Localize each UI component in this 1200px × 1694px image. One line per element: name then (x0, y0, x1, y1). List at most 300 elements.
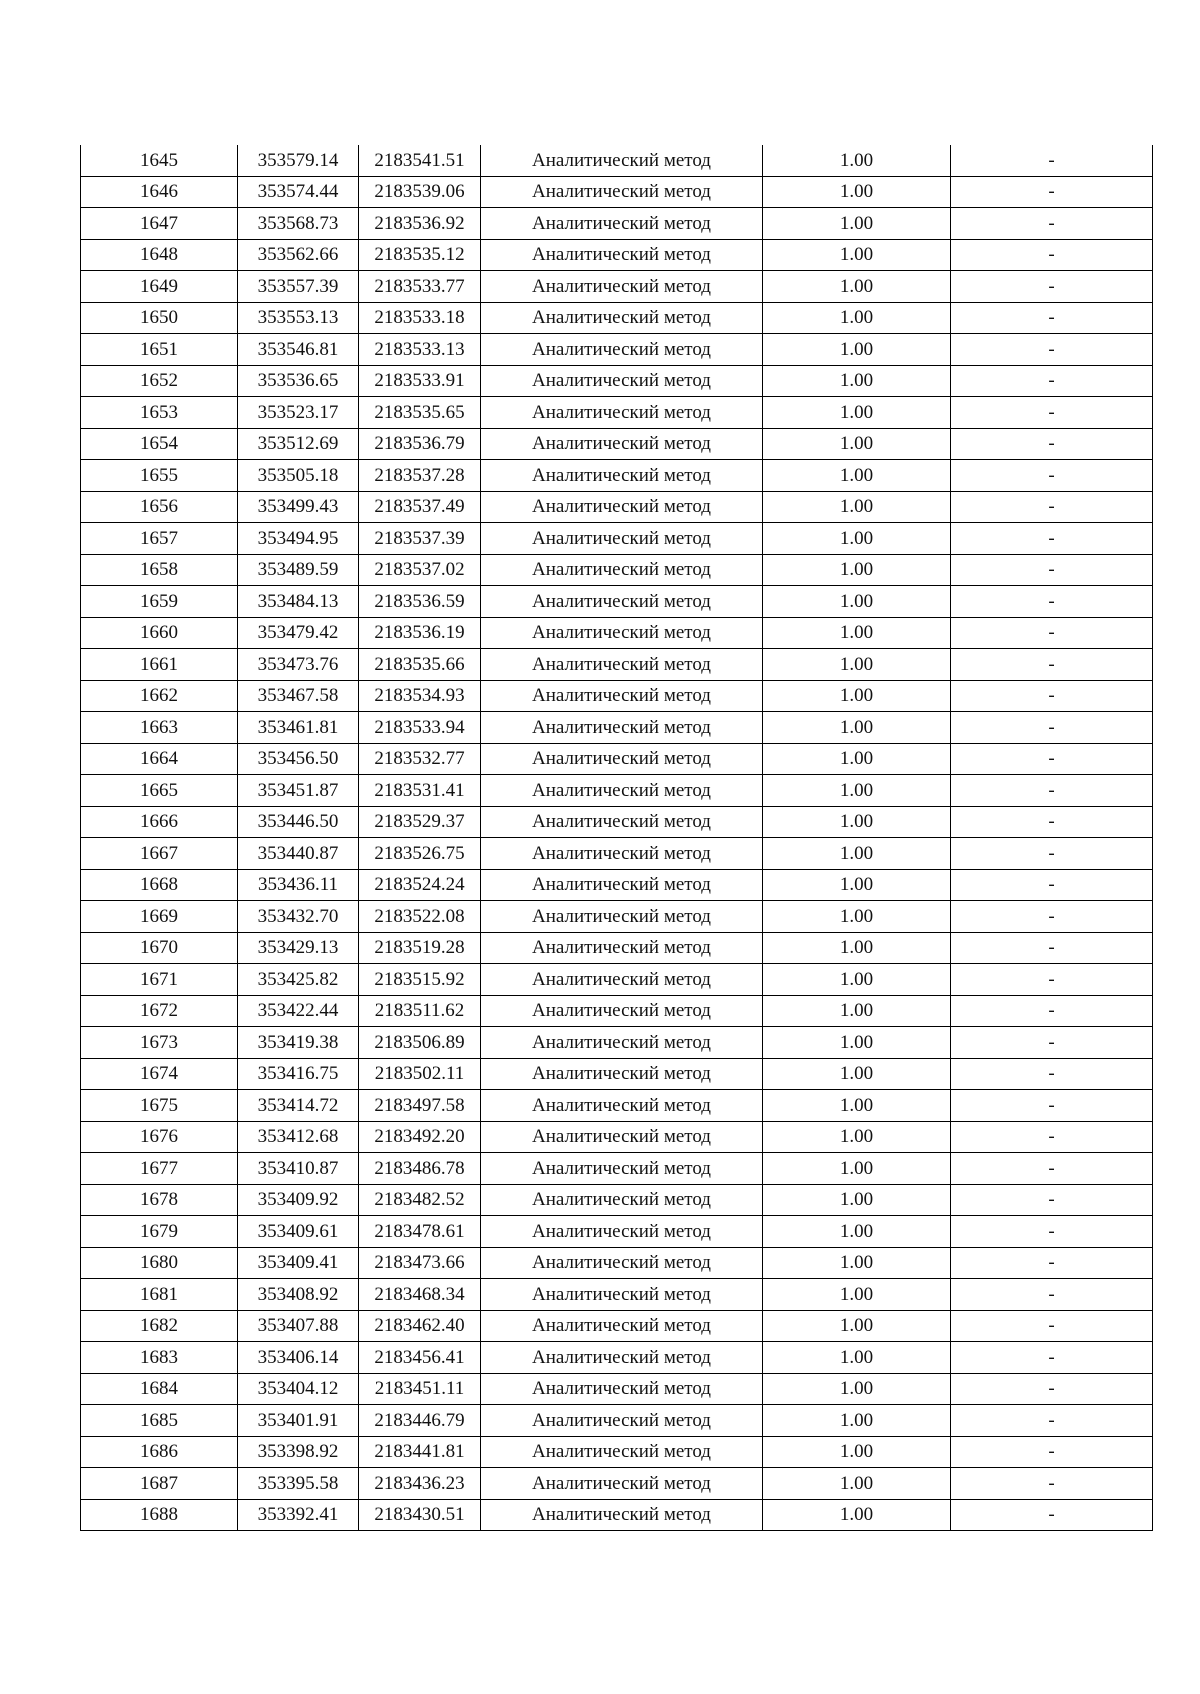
table-row (81, 1310, 1153, 1342)
point-number-cell: 1664 (81, 743, 238, 775)
method-cell: Аналитический метод (481, 302, 763, 334)
y-coordinate-cell: 2183532.77 (359, 743, 481, 775)
x-coordinate-cell: 353579.14 (238, 145, 359, 176)
accuracy-cell: 1.00 (763, 1310, 951, 1342)
point-number-cell: 1650 (81, 302, 238, 334)
method-cell: Аналитический метод (481, 1373, 763, 1405)
method-cell: Аналитический метод (481, 806, 763, 838)
x-coordinate-cell: 353512.69 (238, 428, 359, 460)
accuracy-cell: 1.00 (763, 806, 951, 838)
point-number-cell: 1648 (81, 239, 238, 271)
note-cell: - (951, 1247, 1153, 1279)
y-coordinate-cell: 2183531.41 (359, 775, 481, 807)
y-coordinate-cell: 2183497.58 (359, 1090, 481, 1122)
table-row (81, 1058, 1153, 1090)
table-row (81, 1090, 1153, 1122)
accuracy-cell: 1.00 (763, 586, 951, 618)
note-cell: - (951, 1405, 1153, 1437)
table-row (81, 775, 1153, 807)
method-cell: Аналитический метод (481, 1342, 763, 1374)
accuracy-cell: 1.00 (763, 680, 951, 712)
x-coordinate-cell: 353409.41 (238, 1247, 359, 1279)
x-coordinate-cell: 353392.41 (238, 1499, 359, 1531)
note-cell: - (951, 1373, 1153, 1405)
note-cell: - (951, 1216, 1153, 1248)
table-row (81, 1027, 1153, 1059)
point-number-cell: 1686 (81, 1436, 238, 1468)
x-coordinate-cell: 353499.43 (238, 491, 359, 523)
x-coordinate-cell: 353479.42 (238, 617, 359, 649)
accuracy-cell: 1.00 (763, 1499, 951, 1531)
y-coordinate-cell: 2183536.79 (359, 428, 481, 460)
accuracy-cell: 1.00 (763, 1342, 951, 1374)
y-coordinate-cell: 2183486.78 (359, 1153, 481, 1185)
point-number-cell: 1645 (81, 145, 238, 176)
note-cell: - (951, 806, 1153, 838)
table-row (81, 1405, 1153, 1437)
x-coordinate-cell: 353429.13 (238, 932, 359, 964)
method-cell: Аналитический метод (481, 1310, 763, 1342)
note-cell: - (951, 397, 1153, 429)
accuracy-cell: 1.00 (763, 208, 951, 240)
note-cell: - (951, 932, 1153, 964)
accuracy-cell: 1.00 (763, 334, 951, 366)
y-coordinate-cell: 2183539.06 (359, 176, 481, 208)
table-row (81, 397, 1153, 429)
note-cell: - (951, 491, 1153, 523)
x-coordinate-cell: 353568.73 (238, 208, 359, 240)
y-coordinate-cell: 2183502.11 (359, 1058, 481, 1090)
method-cell: Аналитический метод (481, 365, 763, 397)
y-coordinate-cell: 2183519.28 (359, 932, 481, 964)
method-cell: Аналитический метод (481, 554, 763, 586)
y-coordinate-cell: 2183430.51 (359, 1499, 481, 1531)
note-cell: - (951, 271, 1153, 303)
y-coordinate-cell: 2183468.34 (359, 1279, 481, 1311)
method-cell: Аналитический метод (481, 1121, 763, 1153)
note-cell: - (951, 1310, 1153, 1342)
note-cell: - (951, 680, 1153, 712)
table-row (81, 302, 1153, 334)
y-coordinate-cell: 2183526.75 (359, 838, 481, 870)
table-row (81, 1499, 1153, 1531)
accuracy-cell: 1.00 (763, 649, 951, 681)
y-coordinate-cell: 2183478.61 (359, 1216, 481, 1248)
x-coordinate-cell: 353473.76 (238, 649, 359, 681)
method-cell: Аналитический метод (481, 617, 763, 649)
x-coordinate-cell: 353456.50 (238, 743, 359, 775)
note-cell: - (951, 995, 1153, 1027)
x-coordinate-cell: 353412.68 (238, 1121, 359, 1153)
note-cell: - (951, 1436, 1153, 1468)
point-number-cell: 1669 (81, 901, 238, 933)
x-coordinate-cell: 353436.11 (238, 869, 359, 901)
y-coordinate-cell: 2183535.66 (359, 649, 481, 681)
method-cell: Аналитический метод (481, 901, 763, 933)
y-coordinate-cell: 2183436.23 (359, 1468, 481, 1500)
table-row (81, 869, 1153, 901)
method-cell: Аналитический метод (481, 1184, 763, 1216)
note-cell: - (951, 208, 1153, 240)
point-number-cell: 1681 (81, 1279, 238, 1311)
x-coordinate-cell: 353422.44 (238, 995, 359, 1027)
x-coordinate-cell: 353461.81 (238, 712, 359, 744)
x-coordinate-cell: 353557.39 (238, 271, 359, 303)
point-number-cell: 1651 (81, 334, 238, 366)
note-cell: - (951, 334, 1153, 366)
table-row (81, 1373, 1153, 1405)
accuracy-cell: 1.00 (763, 1090, 951, 1122)
accuracy-cell: 1.00 (763, 743, 951, 775)
y-coordinate-cell: 2183511.62 (359, 995, 481, 1027)
x-coordinate-cell: 353562.66 (238, 239, 359, 271)
x-coordinate-cell: 353409.61 (238, 1216, 359, 1248)
accuracy-cell: 1.00 (763, 932, 951, 964)
method-cell: Аналитический метод (481, 523, 763, 555)
note-cell: - (951, 302, 1153, 334)
point-number-cell: 1667 (81, 838, 238, 870)
y-coordinate-cell: 2183506.89 (359, 1027, 481, 1059)
accuracy-cell: 1.00 (763, 775, 951, 807)
table-row (81, 239, 1153, 271)
x-coordinate-cell: 353553.13 (238, 302, 359, 334)
method-cell: Аналитический метод (481, 1058, 763, 1090)
table-row (81, 491, 1153, 523)
y-coordinate-cell: 2183529.37 (359, 806, 481, 838)
accuracy-cell: 1.00 (763, 869, 951, 901)
point-number-cell: 1654 (81, 428, 238, 460)
note-cell: - (951, 586, 1153, 618)
method-cell: Аналитический метод (481, 1468, 763, 1500)
method-cell: Аналитический метод (481, 271, 763, 303)
x-coordinate-cell: 353398.92 (238, 1436, 359, 1468)
y-coordinate-cell: 2183533.91 (359, 365, 481, 397)
point-number-cell: 1671 (81, 964, 238, 996)
table-row (81, 523, 1153, 555)
accuracy-cell: 1.00 (763, 1027, 951, 1059)
table-row (81, 586, 1153, 618)
method-cell: Аналитический метод (481, 680, 763, 712)
method-cell: Аналитический метод (481, 712, 763, 744)
point-number-cell: 1647 (81, 208, 238, 240)
method-cell: Аналитический метод (481, 428, 763, 460)
note-cell: - (951, 1027, 1153, 1059)
method-cell: Аналитический метод (481, 838, 763, 870)
note-cell: - (951, 145, 1153, 176)
point-number-cell: 1665 (81, 775, 238, 807)
point-number-cell: 1674 (81, 1058, 238, 1090)
note-cell: - (951, 838, 1153, 870)
accuracy-cell: 1.00 (763, 176, 951, 208)
note-cell: - (951, 649, 1153, 681)
point-number-cell: 1683 (81, 1342, 238, 1374)
x-coordinate-cell: 353440.87 (238, 838, 359, 870)
accuracy-cell: 1.00 (763, 365, 951, 397)
x-coordinate-cell: 353536.65 (238, 365, 359, 397)
point-number-cell: 1673 (81, 1027, 238, 1059)
note-cell: - (951, 743, 1153, 775)
table-row (81, 1436, 1153, 1468)
accuracy-cell: 1.00 (763, 1216, 951, 1248)
method-cell: Аналитический метод (481, 964, 763, 996)
x-coordinate-cell: 353505.18 (238, 460, 359, 492)
accuracy-cell: 1.00 (763, 838, 951, 870)
y-coordinate-cell: 2183537.28 (359, 460, 481, 492)
note-cell: - (951, 1090, 1153, 1122)
method-cell: Аналитический метод (481, 397, 763, 429)
y-coordinate-cell: 2183537.39 (359, 523, 481, 555)
point-number-cell: 1688 (81, 1499, 238, 1531)
x-coordinate-cell: 353419.38 (238, 1027, 359, 1059)
y-coordinate-cell: 2183537.02 (359, 554, 481, 586)
y-coordinate-cell: 2183536.19 (359, 617, 481, 649)
method-cell: Аналитический метод (481, 176, 763, 208)
accuracy-cell: 1.00 (763, 1373, 951, 1405)
method-cell: Аналитический метод (481, 1216, 763, 1248)
y-coordinate-cell: 2183541.51 (359, 145, 481, 176)
table-row (81, 460, 1153, 492)
x-coordinate-cell: 353408.92 (238, 1279, 359, 1311)
accuracy-cell: 1.00 (763, 964, 951, 996)
point-number-cell: 1646 (81, 176, 238, 208)
accuracy-cell: 1.00 (763, 1405, 951, 1437)
accuracy-cell: 1.00 (763, 491, 951, 523)
point-number-cell: 1672 (81, 995, 238, 1027)
point-number-cell: 1682 (81, 1310, 238, 1342)
table-row (81, 1468, 1153, 1500)
note-cell: - (951, 1121, 1153, 1153)
point-number-cell: 1687 (81, 1468, 238, 1500)
x-coordinate-cell: 353406.14 (238, 1342, 359, 1374)
table-row (81, 271, 1153, 303)
point-number-cell: 1662 (81, 680, 238, 712)
table-row (81, 1216, 1153, 1248)
x-coordinate-cell: 353395.58 (238, 1468, 359, 1500)
note-cell: - (951, 1279, 1153, 1311)
note-cell: - (951, 1058, 1153, 1090)
y-coordinate-cell: 2183537.49 (359, 491, 481, 523)
point-number-cell: 1666 (81, 806, 238, 838)
x-coordinate-cell: 353432.70 (238, 901, 359, 933)
accuracy-cell: 1.00 (763, 145, 951, 176)
accuracy-cell: 1.00 (763, 239, 951, 271)
note-cell: - (951, 428, 1153, 460)
y-coordinate-cell: 2183533.18 (359, 302, 481, 334)
x-coordinate-cell: 353407.88 (238, 1310, 359, 1342)
accuracy-cell: 1.00 (763, 523, 951, 555)
method-cell: Аналитический метод (481, 1279, 763, 1311)
point-number-cell: 1657 (81, 523, 238, 555)
method-cell: Аналитический метод (481, 1436, 763, 1468)
method-cell: Аналитический метод (481, 1090, 763, 1122)
accuracy-cell: 1.00 (763, 302, 951, 334)
point-number-cell: 1652 (81, 365, 238, 397)
point-number-cell: 1677 (81, 1153, 238, 1185)
y-coordinate-cell: 2183473.66 (359, 1247, 481, 1279)
y-coordinate-cell: 2183535.12 (359, 239, 481, 271)
point-number-cell: 1678 (81, 1184, 238, 1216)
y-coordinate-cell: 2183536.59 (359, 586, 481, 618)
note-cell: - (951, 617, 1153, 649)
accuracy-cell: 1.00 (763, 428, 951, 460)
point-number-cell: 1660 (81, 617, 238, 649)
point-number-cell: 1655 (81, 460, 238, 492)
point-number-cell: 1656 (81, 491, 238, 523)
table-row (81, 712, 1153, 744)
y-coordinate-cell: 2183441.81 (359, 1436, 481, 1468)
table-row (81, 995, 1153, 1027)
y-coordinate-cell: 2183462.40 (359, 1310, 481, 1342)
x-coordinate-cell: 353416.75 (238, 1058, 359, 1090)
x-coordinate-cell: 353546.81 (238, 334, 359, 366)
table-row (81, 680, 1153, 712)
x-coordinate-cell: 353425.82 (238, 964, 359, 996)
note-cell: - (951, 1499, 1153, 1531)
y-coordinate-cell: 2183451.11 (359, 1373, 481, 1405)
method-cell: Аналитический метод (481, 208, 763, 240)
x-coordinate-cell: 353414.72 (238, 1090, 359, 1122)
table-row (81, 365, 1153, 397)
method-cell: Аналитический метод (481, 995, 763, 1027)
x-coordinate-cell: 353451.87 (238, 775, 359, 807)
accuracy-cell: 1.00 (763, 995, 951, 1027)
y-coordinate-cell: 2183534.93 (359, 680, 481, 712)
accuracy-cell: 1.00 (763, 1247, 951, 1279)
x-coordinate-cell: 353409.92 (238, 1184, 359, 1216)
table-row (81, 617, 1153, 649)
method-cell: Аналитический метод (481, 775, 763, 807)
accuracy-cell: 1.00 (763, 1153, 951, 1185)
point-number-cell: 1679 (81, 1216, 238, 1248)
coordinates-table-body (81, 145, 1153, 1531)
x-coordinate-cell: 353404.12 (238, 1373, 359, 1405)
point-number-cell: 1661 (81, 649, 238, 681)
accuracy-cell: 1.00 (763, 617, 951, 649)
accuracy-cell: 1.00 (763, 1121, 951, 1153)
point-number-cell: 1653 (81, 397, 238, 429)
table-row (81, 838, 1153, 870)
method-cell: Аналитический метод (481, 932, 763, 964)
method-cell: Аналитический метод (481, 145, 763, 176)
point-number-cell: 1668 (81, 869, 238, 901)
x-coordinate-cell: 353401.91 (238, 1405, 359, 1437)
point-number-cell: 1663 (81, 712, 238, 744)
accuracy-cell: 1.00 (763, 1468, 951, 1500)
method-cell: Аналитический метод (481, 1027, 763, 1059)
x-coordinate-cell: 353484.13 (238, 586, 359, 618)
y-coordinate-cell: 2183536.92 (359, 208, 481, 240)
point-number-cell: 1675 (81, 1090, 238, 1122)
method-cell: Аналитический метод (481, 1247, 763, 1279)
table-row (81, 554, 1153, 586)
y-coordinate-cell: 2183446.79 (359, 1405, 481, 1437)
point-number-cell: 1685 (81, 1405, 238, 1437)
accuracy-cell: 1.00 (763, 271, 951, 303)
accuracy-cell: 1.00 (763, 1436, 951, 1468)
table-row (81, 1153, 1153, 1185)
x-coordinate-cell: 353467.58 (238, 680, 359, 712)
table-row (81, 334, 1153, 366)
y-coordinate-cell: 2183482.52 (359, 1184, 481, 1216)
table-row (81, 1121, 1153, 1153)
x-coordinate-cell: 353523.17 (238, 397, 359, 429)
method-cell: Аналитический метод (481, 649, 763, 681)
method-cell: Аналитический метод (481, 460, 763, 492)
method-cell: Аналитический метод (481, 334, 763, 366)
y-coordinate-cell: 2183533.13 (359, 334, 481, 366)
note-cell: - (951, 869, 1153, 901)
table-row (81, 649, 1153, 681)
method-cell: Аналитический метод (481, 1405, 763, 1437)
accuracy-cell: 1.00 (763, 1184, 951, 1216)
accuracy-cell: 1.00 (763, 1058, 951, 1090)
table-row (81, 743, 1153, 775)
method-cell: Аналитический метод (481, 743, 763, 775)
y-coordinate-cell: 2183522.08 (359, 901, 481, 933)
note-cell: - (951, 964, 1153, 996)
note-cell: - (951, 239, 1153, 271)
note-cell: - (951, 1468, 1153, 1500)
method-cell: Аналитический метод (481, 491, 763, 523)
table-row (81, 1184, 1153, 1216)
x-coordinate-cell: 353410.87 (238, 1153, 359, 1185)
y-coordinate-cell: 2183524.24 (359, 869, 481, 901)
table-row (81, 901, 1153, 933)
accuracy-cell: 1.00 (763, 554, 951, 586)
method-cell: Аналитический метод (481, 869, 763, 901)
table-row (81, 964, 1153, 996)
coordinates-table (80, 145, 1153, 1531)
table-row (81, 176, 1153, 208)
point-number-cell: 1680 (81, 1247, 238, 1279)
y-coordinate-cell: 2183515.92 (359, 964, 481, 996)
note-cell: - (951, 365, 1153, 397)
table-row (81, 1342, 1153, 1374)
accuracy-cell: 1.00 (763, 1279, 951, 1311)
table-row (81, 428, 1153, 460)
note-cell: - (951, 775, 1153, 807)
point-number-cell: 1676 (81, 1121, 238, 1153)
table-row (81, 806, 1153, 838)
y-coordinate-cell: 2183535.65 (359, 397, 481, 429)
y-coordinate-cell: 2183456.41 (359, 1342, 481, 1374)
note-cell: - (951, 554, 1153, 586)
x-coordinate-cell: 353489.59 (238, 554, 359, 586)
method-cell: Аналитический метод (481, 1153, 763, 1185)
table-row (81, 1247, 1153, 1279)
x-coordinate-cell: 353446.50 (238, 806, 359, 838)
y-coordinate-cell: 2183533.94 (359, 712, 481, 744)
y-coordinate-cell: 2183492.20 (359, 1121, 481, 1153)
note-cell: - (951, 1153, 1153, 1185)
note-cell: - (951, 1184, 1153, 1216)
table-row (81, 208, 1153, 240)
y-coordinate-cell: 2183533.77 (359, 271, 481, 303)
table-row (81, 145, 1153, 176)
note-cell: - (951, 901, 1153, 933)
method-cell: Аналитический метод (481, 1499, 763, 1531)
accuracy-cell: 1.00 (763, 712, 951, 744)
note-cell: - (951, 176, 1153, 208)
method-cell: Аналитический метод (481, 239, 763, 271)
method-cell: Аналитический метод (481, 586, 763, 618)
note-cell: - (951, 1342, 1153, 1374)
x-coordinate-cell: 353574.44 (238, 176, 359, 208)
point-number-cell: 1659 (81, 586, 238, 618)
accuracy-cell: 1.00 (763, 397, 951, 429)
note-cell: - (951, 460, 1153, 492)
x-coordinate-cell: 353494.95 (238, 523, 359, 555)
